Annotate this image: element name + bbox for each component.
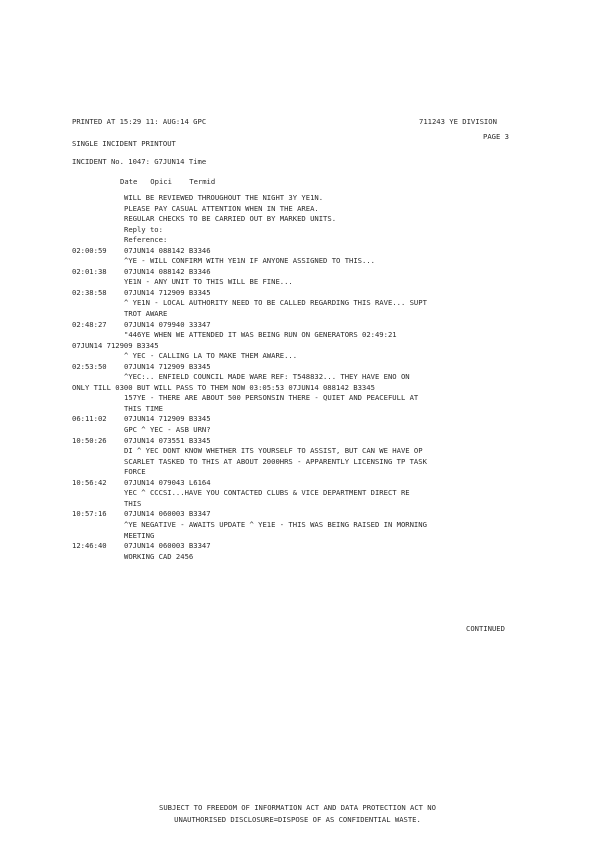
log-text: 07JUN14 712909 B3345 [124,361,211,371]
page-number: PAGE 3 [483,132,509,141]
log-text: 07JUN14 712909 B3345 [124,287,211,297]
log-text: ^YE NEGATIVE - AWAITS UPDATE ^ YE1E - THIS WAS BEING RAISED IN MORNING [124,519,427,529]
log-line [72,372,542,383]
log-text: 07JUN14 712909 B3345 [124,414,211,424]
log-text: MEETING [124,530,155,540]
log-timestamp: 02:53:50 [72,361,107,371]
log-text: 157YE - THERE ARE ABOUT 500 PERSONSIN THERE - QUIET AND PEACEFULL AT [124,393,419,403]
log-line [72,277,542,288]
log-line [72,320,542,331]
log-timestamp: 02:01:38 [72,266,107,276]
log-line [72,193,542,204]
log-line [72,383,542,394]
log-line [72,362,542,373]
log-line [72,457,542,468]
log-line [72,478,542,489]
log-line [72,393,542,404]
log-timestamp: 10:50:26 [72,435,107,445]
log-line [72,467,542,478]
log-text: FORCE [124,467,146,477]
log-line [72,520,542,531]
log-line [72,256,542,267]
log-text: SCARLET TASKED TO THIS AT ABOUT 2000HRS - APPARENTLY LICENSING TP TASK [124,456,427,466]
continued-label: CONTINUED [466,624,505,633]
log-line [72,541,542,552]
log-text: 07JUN14 088142 B3346 [124,245,211,255]
log-line [72,309,542,320]
log-line [72,531,542,542]
log-line [72,267,542,278]
log-line [72,488,542,499]
log-line [72,509,542,520]
printed-at: PRINTED AT 15:29 11: AUG:14 GPC [72,117,207,126]
log-text: 07JUN14 073551 B3345 [124,435,211,445]
log-line [72,214,542,225]
log-text: REGULAR CHECKS TO BE CARRIED OUT BY MARKED UNITS. [124,214,337,224]
log-text: GPC ^ YEC - ASB URN? [124,425,211,435]
log-line [72,436,542,447]
log-timestamp: 02:38:58 [72,287,107,297]
log-text: WORKING CAD 2456 [124,551,194,561]
log-text: ONLY TILL 0300 BUT WILL PASS TO THEM NOW 03:05:53 07JUN14 088142 B3345 [72,382,375,392]
log-line [72,246,542,257]
log-text: 07JUN14 060003 B3347 [124,541,211,551]
log-line [72,298,542,309]
log-timestamp: 06:11:02 [72,414,107,424]
incident-number: INCIDENT No. 1047: G7JUN14 Time [72,157,207,166]
log-text: YEC ^ CCCSI...HAVE YOU CONTACTED CLUBS & VICE DEPARTMENT DIRECT RE [124,488,410,498]
log-text: THIS TIME [124,403,163,413]
log-text: 07JUN14 088142 B3346 [124,266,211,276]
log-text: Reference: [124,235,168,245]
log-timestamp: 02:48:27 [72,319,107,329]
log-text: "446YE WHEN WE ATTENDED IT WAS BEING RUN ON GENERATORS 02:49:21 [124,330,397,340]
log-line [72,499,542,510]
log-text: YE1N - ANY UNIT TO THIS WILL BE FINE... [124,277,293,287]
log-text: THIS [124,498,142,508]
log-text: TROT AWARE [124,309,168,319]
log-line [72,404,542,415]
division: 711243 YE DIVISION [419,117,497,126]
log-timestamp: 02:00:59 [72,245,107,255]
log-line [72,351,542,362]
footer-disclaimer-line-2: UNAUTHORISED DISCLOSURE=DISPOSE OF AS CONFIDENTIAL WASTE. [174,815,421,824]
log-line [72,425,542,436]
log-line [72,235,542,246]
log-text: PLEASE PAY CASUAL ATTENTION WHEN IN THE AREA. [124,203,319,213]
log-line [72,414,542,425]
log-timestamp: 10:56:42 [72,477,107,487]
printout-type: SINGLE INCIDENT PRINTOUT [72,139,176,148]
log-timestamp: 10:57:16 [72,509,107,519]
log-text: 07JUN14 079043 L6164 [124,477,211,487]
incident-log [72,193,542,562]
footer-disclaimer-line-1: SUBJECT TO FREEDOM OF INFORMATION ACT AND DATA PROTECTION ACT NO [159,803,436,812]
log-line [72,446,542,457]
log-line [72,225,542,236]
log-line [72,330,542,341]
log-text: ^YEC:.. ENFIELD COUNCIL MADE WARE REF: T548832... THEY HAVE ENO ON [124,372,410,382]
log-text: ^ YEC - CALLING LA TO MAKE THEM AWARE... [124,351,298,361]
log-text: DI ^ YEC DONT KNOW WHETHER ITS YOURSELF TO ASSIST, BUT CAN WE HAVE OP [124,446,423,456]
log-line [72,552,542,563]
log-text: 07JUN14 060003 B3347 [124,509,211,519]
log-text: WILL BE REVIEWED THROUGHOUT THE NIGHT 3Y YE1N. [124,193,324,202]
log-timestamp: 12:46:40 [72,541,107,551]
log-line [72,288,542,299]
log-text: ^ YE1N - LOCAL AUTHORITY NEED TO BE CALLED REGARDING THIS RAVE... SUPT [124,298,427,308]
log-text: ^YE - WILL CONFIRM WITH YE1N IF ANYONE ASSIGNED TO THIS... [124,256,375,266]
log-text: 07JUN14 712909 B3345 [72,340,159,350]
log-line [72,204,542,215]
log-text: 07JUN14 079940 33347 [124,319,211,329]
log-text: Reply to: [124,224,163,234]
column-headers: Date Opici Termid [120,177,216,186]
log-line [72,341,542,352]
